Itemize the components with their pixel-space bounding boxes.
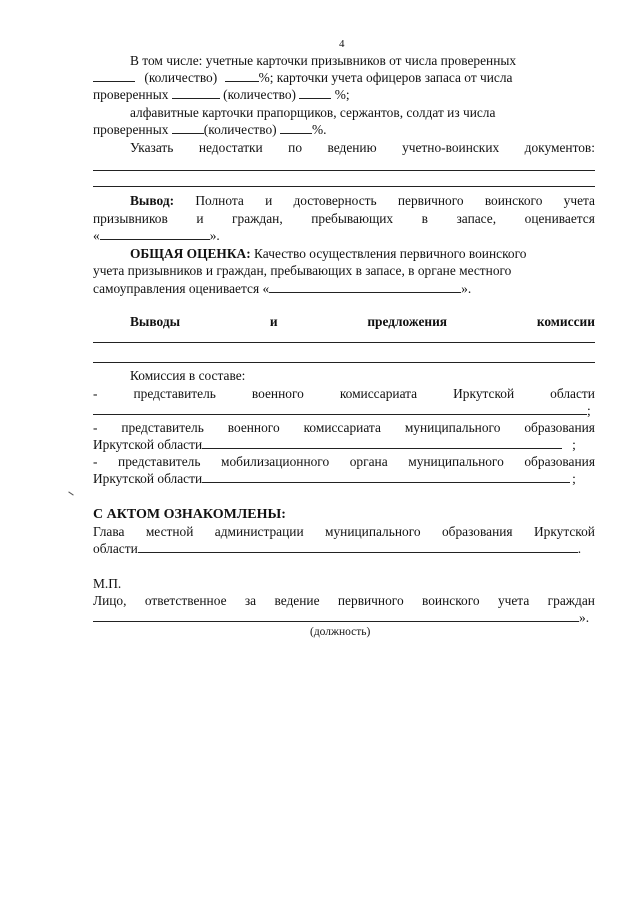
responsible-person-line: Лицо, ответственное за ведение первичного воинского учета граждан bbox=[93, 593, 595, 608]
blank-field[interactable] bbox=[172, 86, 220, 99]
position-field[interactable] bbox=[93, 609, 579, 622]
page-number: 4 bbox=[339, 38, 345, 50]
head-of-administration-line-1: Глава местной администрации муниципального образования Иркутской bbox=[93, 524, 595, 539]
blank-field[interactable] bbox=[93, 402, 587, 415]
commission-member-2: - представитель военного комиссариата муниципального образования bbox=[93, 420, 595, 435]
commission-member-1: - представитель военного комиссариата Иркутской области bbox=[93, 386, 595, 401]
head-of-administration-line-2: области . bbox=[93, 541, 582, 556]
blank-field[interactable] bbox=[172, 121, 204, 134]
deficiencies-blank-line-1[interactable] bbox=[93, 170, 595, 171]
conclusion-line-1: Вывод: Полнота и достоверность первичного воинского учета bbox=[130, 193, 595, 208]
acknowledged-heading: С АКТОМ ОЗНАКОМЛЕНЫ: bbox=[93, 507, 286, 522]
blank-field[interactable] bbox=[202, 470, 570, 483]
overall-line-2: учета призывников и граждан, пребывающих в запасе, в органе местного bbox=[93, 263, 512, 278]
blank-field[interactable] bbox=[299, 86, 331, 99]
checked-cards-line-5: проверенных (количество) %. bbox=[93, 122, 327, 137]
responsible-person-blank: ». bbox=[93, 609, 595, 626]
commission-member-3-line-2: Иркутской области ; bbox=[93, 471, 576, 486]
blank-field[interactable] bbox=[93, 69, 135, 82]
conclusion-line-2: призывников и граждан, пребывающих в запасе, оценивается bbox=[93, 211, 595, 226]
blank-field[interactable] bbox=[269, 280, 461, 293]
deficiencies-line: Указать недостатки по ведению учетно-воинских документов: bbox=[130, 140, 595, 155]
checked-cards-line-4: алфавитные карточки прапорщиков, сержантов, солдат из числа bbox=[130, 105, 496, 120]
conclusion-label: Вывод: bbox=[130, 193, 175, 208]
overall-line-1: ОБЩАЯ ОЦЕНКА: Качество осуществления первичного воинского bbox=[130, 246, 527, 261]
overall-label: ОБЩАЯ ОЦЕНКА: bbox=[130, 246, 251, 261]
blank-field[interactable] bbox=[100, 227, 210, 240]
commission-member-1-line-2: ; bbox=[93, 402, 595, 419]
findings-blank-line-1[interactable] bbox=[93, 342, 595, 343]
commission-intro: Комиссия в составе: bbox=[130, 368, 246, 383]
signature-field[interactable] bbox=[138, 540, 578, 553]
commission-member-2-line-2: Иркутской области ; bbox=[93, 437, 576, 452]
stamp-place: М.П. bbox=[93, 576, 122, 591]
commission-findings-heading: Выводы и предложения комиссии bbox=[130, 314, 595, 329]
checked-cards-line-2: (количество) %; карточки учета офицеров запаса от числа bbox=[93, 69, 595, 86]
overall-line-3: самоуправления оценивается « ». bbox=[93, 281, 472, 296]
deficiencies-blank-line-2[interactable] bbox=[93, 186, 595, 187]
blank-field[interactable] bbox=[280, 121, 312, 134]
scan-mark bbox=[68, 491, 73, 495]
findings-blank-line-2[interactable] bbox=[93, 362, 595, 363]
blank-field[interactable] bbox=[225, 69, 259, 82]
checked-cards-line-1: В том числе: учетные карточки призывников от числа проверенных bbox=[130, 53, 517, 68]
position-caption: (должность) bbox=[310, 626, 371, 638]
conclusion-line-3: « ». bbox=[93, 228, 220, 243]
commission-member-3: - представитель мобилизационного органа муниципального образования bbox=[93, 454, 595, 469]
checked-cards-line-3: проверенных (количество) %; bbox=[93, 87, 350, 102]
blank-field[interactable] bbox=[202, 436, 562, 449]
